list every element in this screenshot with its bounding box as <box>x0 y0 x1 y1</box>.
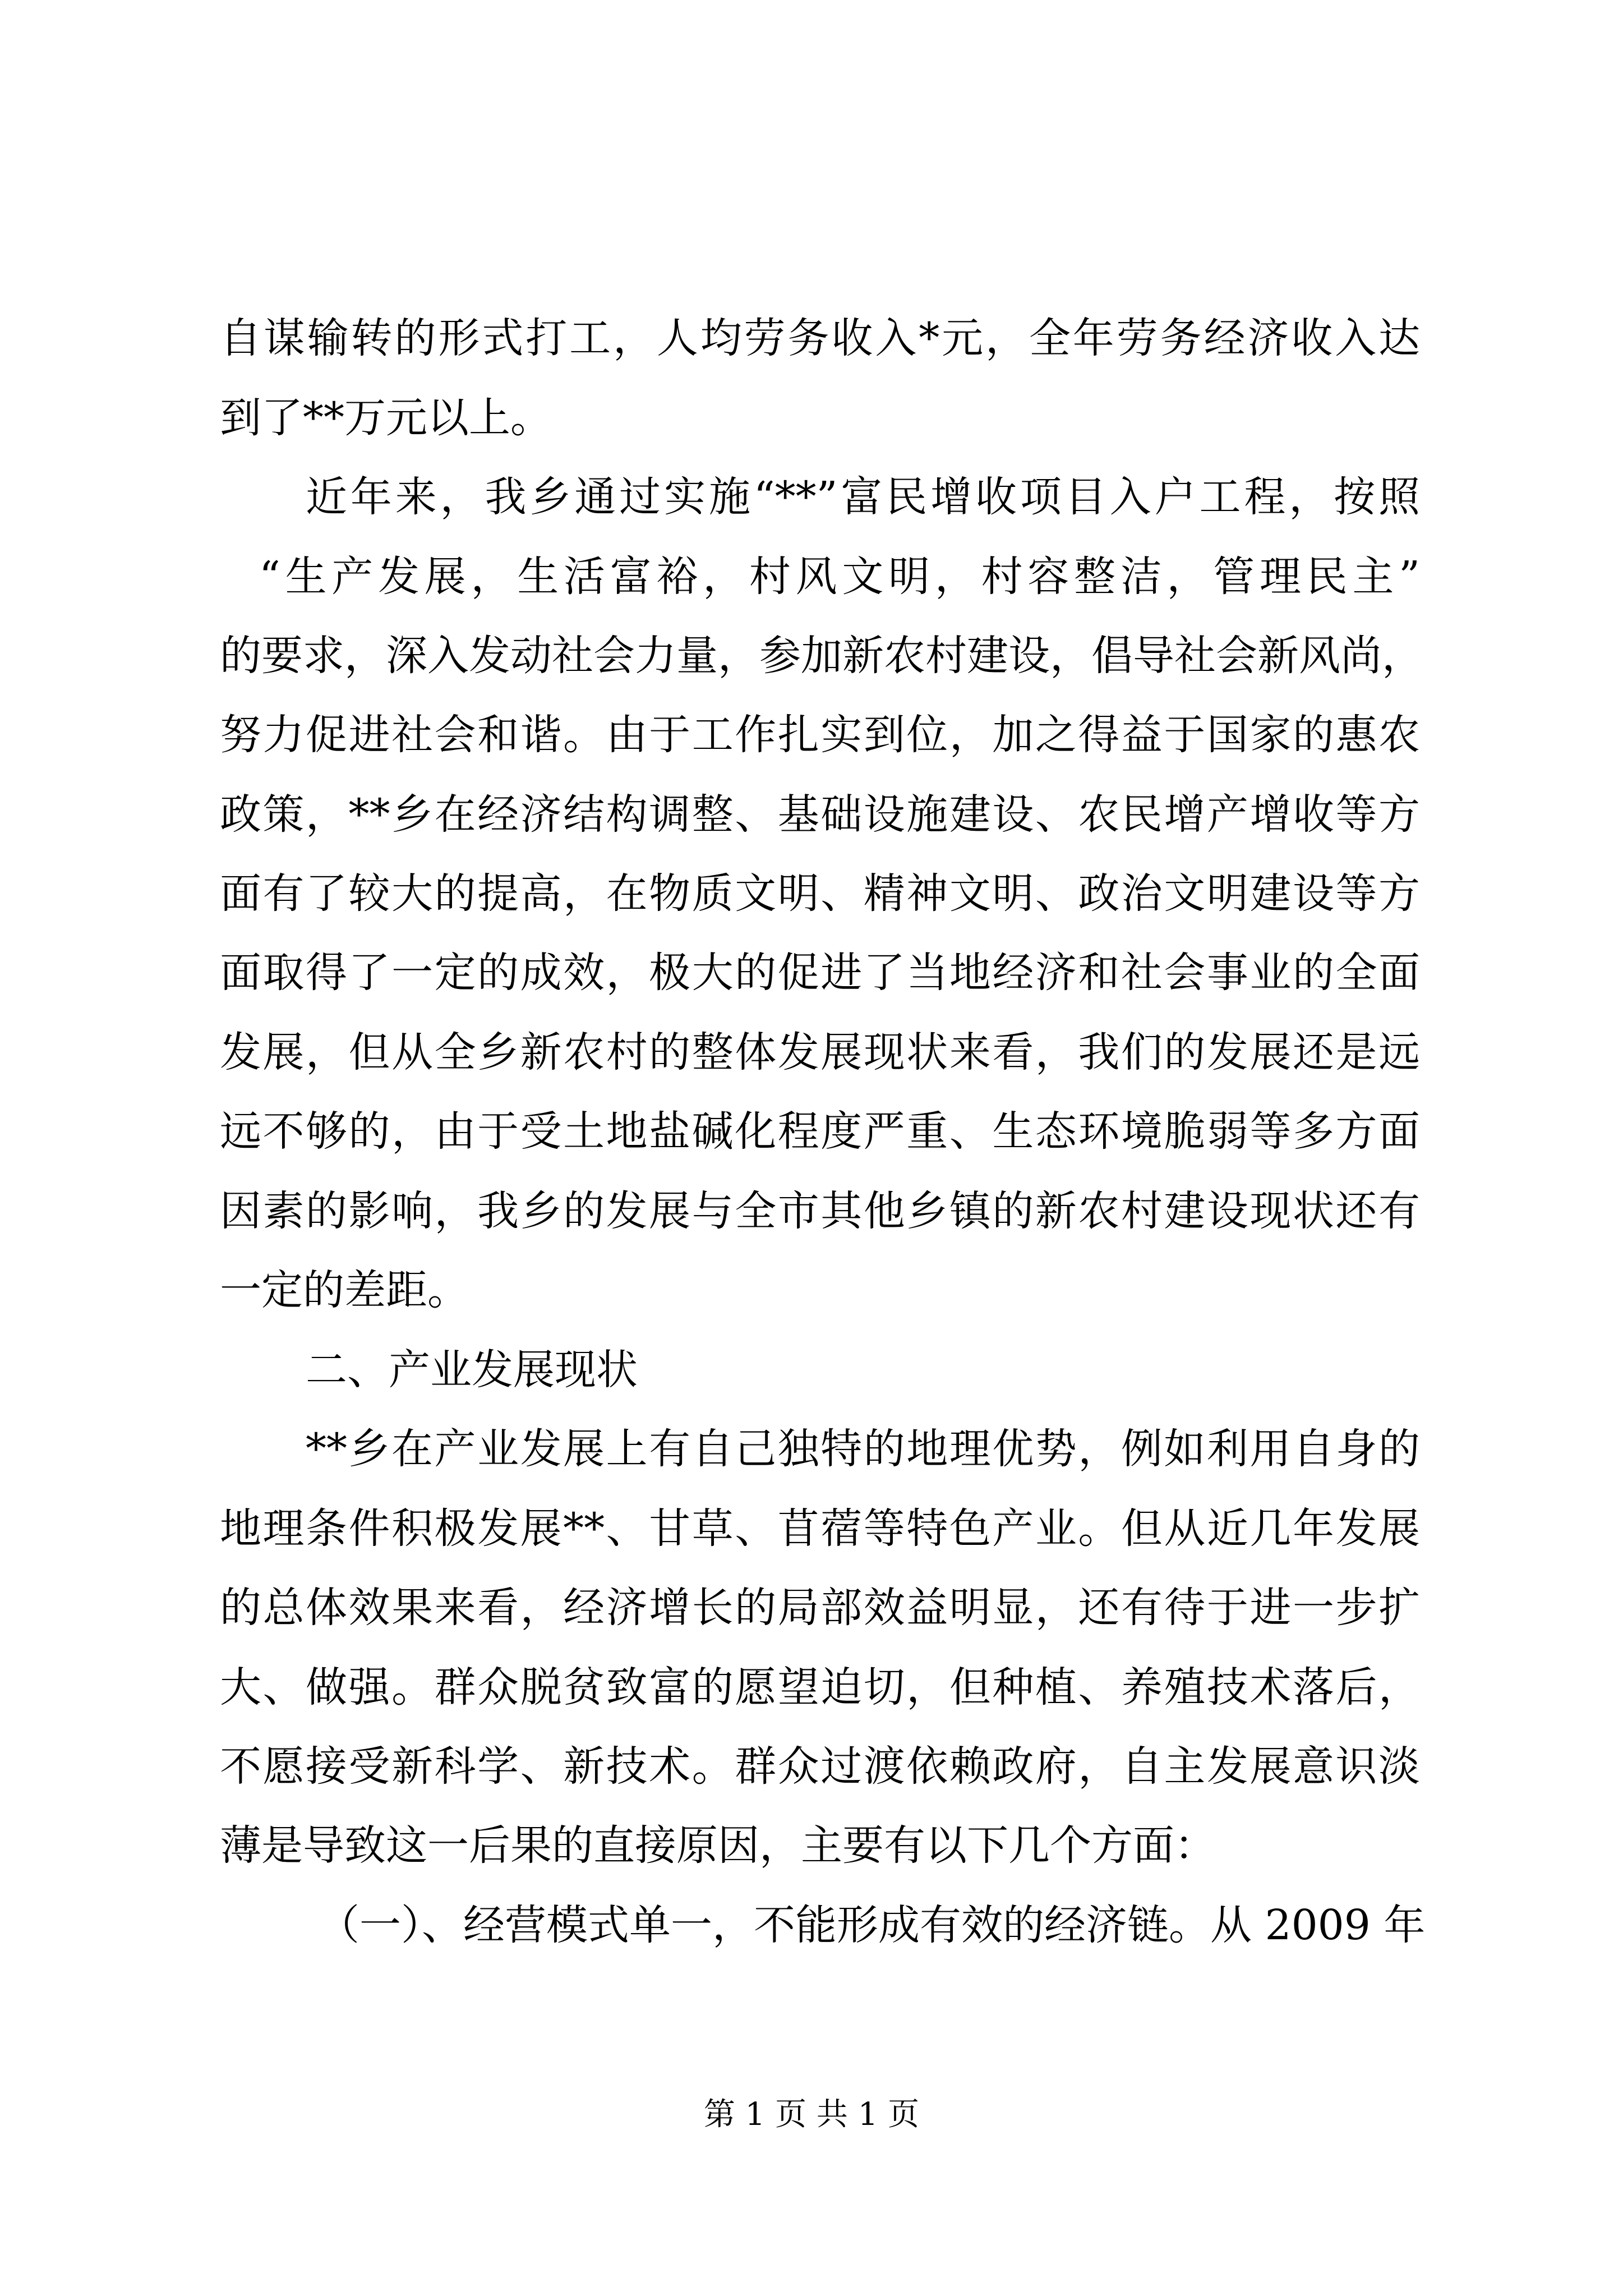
text-line: 的要求，深入发动社会力量，参加新农村建设，倡导社会新风尚， <box>220 632 1423 680</box>
text-line: 自谋输转的形式打工，人均劳务收入*元，全年劳务经济收入达 <box>220 314 1420 362</box>
text-line: 因素的影响，我乡的发展与全市其他乡镇的新农村建设现状还有 <box>220 1187 1420 1235</box>
text-line: “生产发展，生活富裕，村风文明，村容整洁，管理民主” <box>259 553 1420 601</box>
text-line: 远不够的，由于受土地盐碱化程度严重、生态环境脆弱等多方面 <box>220 1107 1420 1156</box>
text-line: 到了**万元以上。 <box>220 394 552 442</box>
section-heading: 二、产业发展现状 <box>306 1346 638 1394</box>
text-line: 面有了较大的提高，在物质文明、精神文明、政治文明建设等方 <box>220 869 1420 918</box>
text-line: 一定的差距。 <box>220 1266 469 1314</box>
text-line: 不愿接受新科学、新技术。群众过渡依赖政府，自主发展意识淡 <box>220 1742 1420 1791</box>
text-line: 面取得了一定的成效，极大的促进了当地经济和社会事业的全面 <box>220 949 1420 997</box>
text-line: 近年来，我乡通过实施“**”富民增收项目入户工程，按照 <box>306 473 1420 521</box>
text-line: 政策，**乡在经济结构调整、基础设施建设、农民增产增收等方 <box>220 790 1420 839</box>
text-line: 薄是导致这一后果的直接原因，主要有以下几个方面： <box>220 1821 1216 1870</box>
page-number-footer: 第 1 页 共 1 页 <box>703 2096 920 2133</box>
text-line: 发展，但从全乡新农村的整体发展现状来看，我们的发展还是远 <box>220 1028 1420 1076</box>
text-line: 大、做强。群众脱贫致富的愿望迫切，但种植、养殖技术落后， <box>220 1663 1420 1711</box>
text-line: **乡在产业发展上有自己独特的地理优势，例如利用自身的 <box>306 1425 1420 1473</box>
text-line: 努力促进社会和谐。由于工作扎实到位，加之得益于国家的惠农 <box>220 711 1420 759</box>
text-line: 的总体效果来看，经济增长的局部效益明显，还有待于进一步扩 <box>220 1584 1420 1632</box>
subsection-line: （一）、经营模式单一，不能形成有效的经济链。从 2009 年 <box>318 1901 1426 1949</box>
text-line: 地理条件积极发展**、甘草、苜蓿等特色产业。但从近几年发展 <box>220 1504 1420 1553</box>
